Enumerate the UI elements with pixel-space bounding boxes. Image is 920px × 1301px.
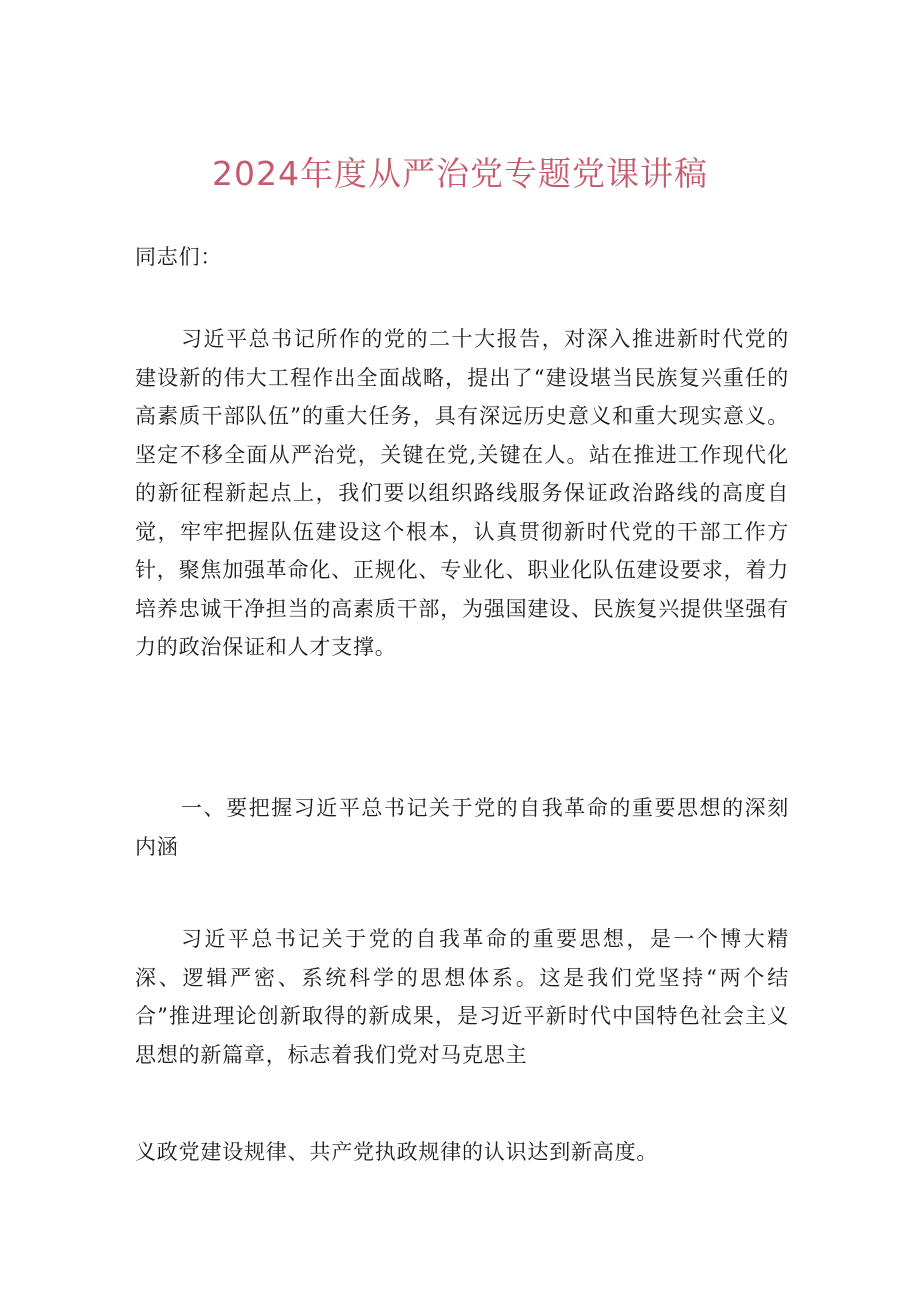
document-title: 2024年度从严治党专题党课讲稿 — [212, 154, 708, 193]
section-heading-1: 一、要把握习近平总书记关于党的自我革命的重要思想的深刻内涵 — [135, 796, 789, 859]
paragraph-continuation: 义政党建设规律、共产党执政规律的认识达到新高度。 — [135, 1140, 659, 1164]
paragraph-intro: 习近平总书记所作的党的二十大报告，对深入推进新时代党的建设新的伟大工程作出全面战略，提出了“建设堪当民族复兴重任的高素质干部队伍”的重大任务，具有深远历史意义和重大现实意义。坚定不移全面从严治党，关键在党,关键在人。站在推进工作现代化的新征程新起点上，我们要以组织路线服务保证政治路线的高度自觉，牢牢把握队伍建设这个根本，认真贯彻新时代党的干部工作方针，聚焦加强革命化、正规化、专业化、职业化队伍建设要求，着力培养忠诚干净担当的高素质干部，为强国建设、民族复兴提供坚强有力的政治保证和人才支撑。 — [135, 327, 789, 659]
salutation: 同志们： — [135, 245, 223, 269]
paragraph-section-1: 习近平总书记关于党的自我革命的重要思想，是一个博大精深、逻辑严密、系统科学的思想体系。这是我们党坚持“两个结合”推进理论创新取得的新成果，是习近平新时代中国特色社会主义思想的新篇章，标志着我们党对马克思主 — [135, 927, 789, 1067]
